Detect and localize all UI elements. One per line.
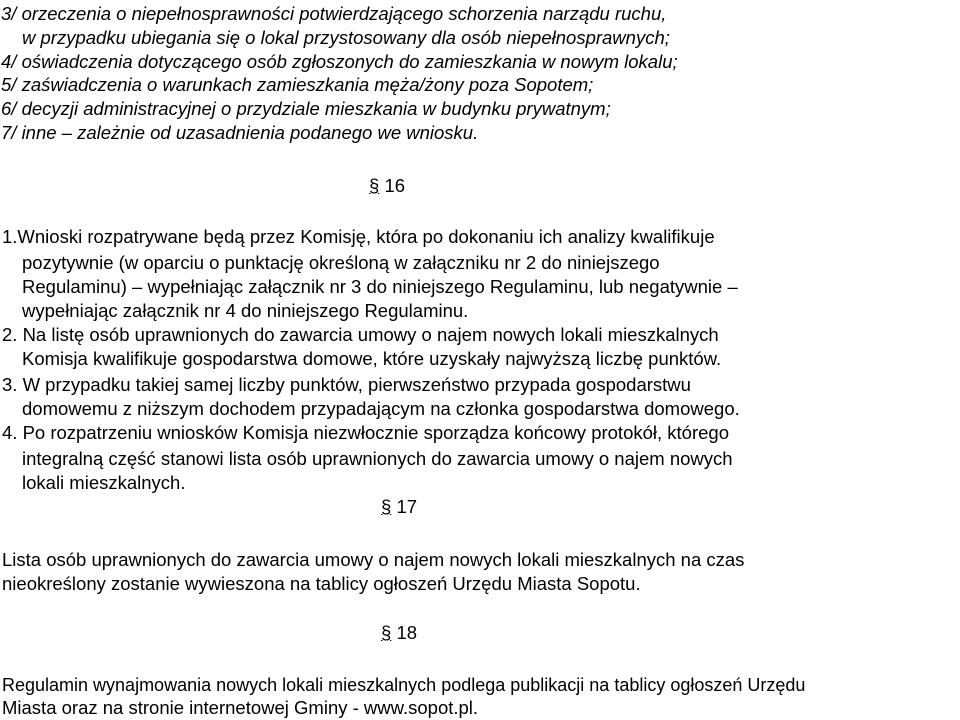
paragraph-line: 1.Wnioski rozpatrywane będą przez Komisję, która po dokonaniu ich analizy kwalifikuje	[2, 226, 715, 247]
paragraph-line: wypełniając załącznik nr 4 do niniejszego Regulaminu.	[22, 300, 469, 321]
section-heading-17	[381, 496, 417, 518]
paragraph-line: integralną część stanowi lista osób uprawnionych do zawarcia umowy o najem nowych	[22, 448, 733, 469]
section-heading-16	[369, 175, 405, 197]
section-sign: §	[381, 622, 392, 643]
paragraph-line: lokali mieszkalnych.	[22, 472, 186, 493]
paragraph-line: Miasta oraz na stronie internetowej Gminy - www.sopot.pl.	[2, 697, 479, 718]
section-number: 18	[396, 622, 418, 643]
paragraph-line: Lista osób uprawnionych do zawarcia umowy o najem nowych lokali mieszkalnych na czas	[2, 549, 745, 570]
section-heading-18	[381, 622, 417, 644]
paragraph-line: pozytywnie (w oparciu o punktację określoną w załączniku nr 2 do niniejszego	[22, 252, 660, 273]
list-item: 6/ decyzji administracyjnej o przydziale mieszkania w budynku prywatnym;	[1, 98, 611, 119]
paragraph-line: 2. Na listę osób uprawnionych do zawarcia umowy o najem nowych lokali mieszkalnych	[2, 324, 719, 345]
list-item: 4/ oświadczenia dotyczącego osób zgłoszonych do zamieszkania w nowym lokalu;	[1, 51, 678, 72]
list-item: 5/ zaświadczenia o warunkach zamieszkania męża/żony poza Sopotem;	[1, 74, 594, 95]
paragraph-line: domowemu z niższym dochodem przypadającym na członka gospodarstwa domowego.	[22, 398, 740, 419]
paragraph-line: Regulaminu) – wypełniając załącznik nr 3 do niniejszego Regulaminu, lub negatywnie –	[22, 276, 738, 297]
section-number: 17	[396, 496, 418, 517]
list-item: 7/ inne – zależnie od uzasadnienia podanego we wniosku.	[1, 122, 479, 143]
section-number: 16	[384, 175, 406, 196]
list-item: w przypadku ubiegania się o lokal przystosowany dla osób niepełnosprawnych;	[22, 27, 670, 48]
list-item: 3/ orzeczenia o niepełnosprawności potwierdzającego schorzenia narządu ruchu,	[1, 3, 667, 24]
paragraph-line: Regulamin wynajmowania nowych lokali mieszkalnych podlega publikacji na tablicy ogłoszeń Urzędu	[2, 675, 806, 695]
section-sign: §	[381, 496, 392, 517]
section-sign: §	[369, 175, 380, 196]
paragraph-line: Komisja kwalifikuje gospodarstwa domowe, które uzyskały najwyższą liczbę punktów.	[22, 348, 722, 369]
paragraph-line: 3. W przypadku takiej samej liczby punktów, pierwszeństwo przypada gospodarstwu	[2, 374, 691, 395]
paragraph-line: nieokreślony zostanie wywieszona na tablicy ogłoszeń Urzędu Miasta Sopotu.	[2, 573, 641, 594]
paragraph-line: 4. Po rozpatrzeniu wniosków Komisja niezwłocznie sporządza końcowy protokół, którego	[2, 422, 729, 443]
